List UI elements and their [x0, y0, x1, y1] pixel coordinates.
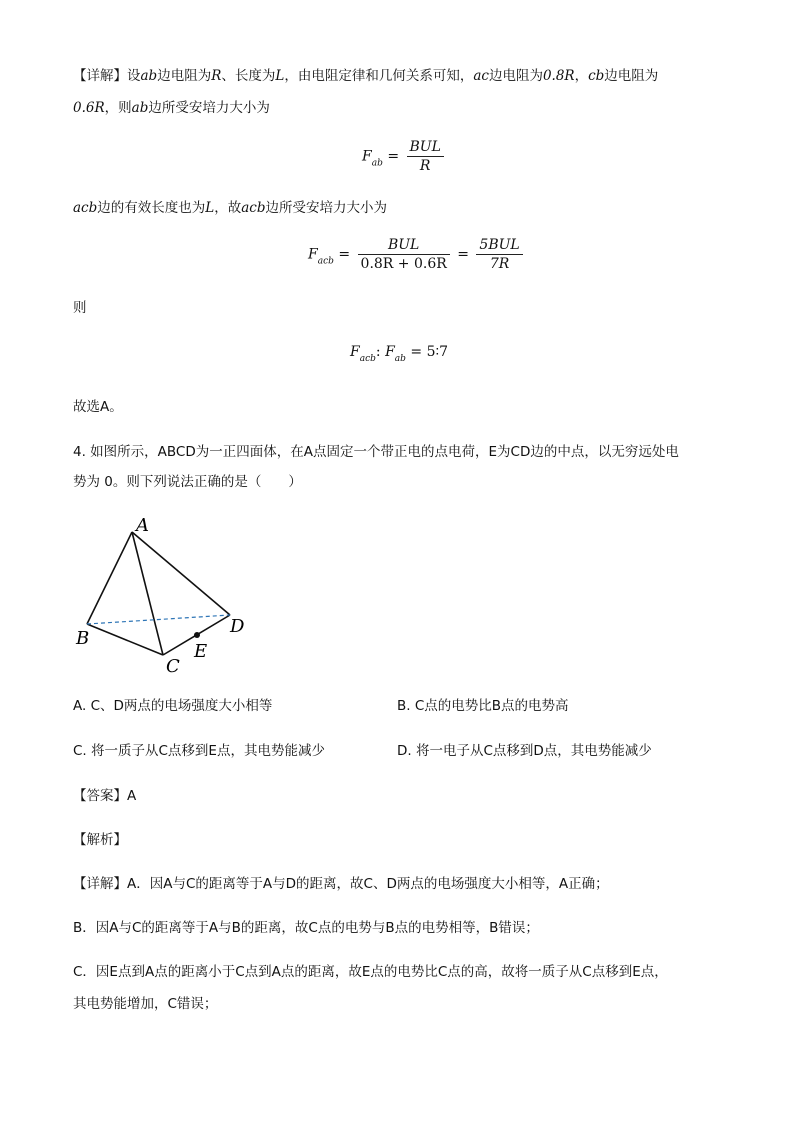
edge-AD: [132, 532, 230, 615]
detail2-c2: 其电势能增加，C错误；: [73, 996, 218, 1012]
option-b[interactable]: B. C点的电势比B点的电势高: [397, 698, 569, 714]
question-line-2: 势为 0。则下列说法正确的是（ ）: [73, 474, 302, 490]
answer-text: 【答案】A: [73, 788, 137, 804]
label-B: B: [76, 628, 90, 649]
edge-BD-hidden: [87, 615, 230, 624]
option-a[interactable]: A. C、D两点的电场强度大小相等: [73, 698, 273, 714]
edge-BC: [87, 624, 163, 655]
edge-AB: [87, 532, 132, 624]
edge-AC: [132, 532, 163, 655]
detail-tag: 【详解】: [73, 68, 127, 84]
label-E: E: [194, 641, 208, 662]
label-D: D: [230, 616, 245, 637]
then-text: 则: [73, 300, 87, 316]
formula-f-acb: $F_{acb}$ = $\frac{\text{BUL}}{0.8R + 0.6R}$ = $\frac{\text{5BUL}}{7R}$: [308, 236, 526, 273]
tetrahedron-diagram: [70, 510, 260, 680]
formula-f-ab: $F_{ab}$ = $\frac{\text{BUL}}{R}$: [362, 138, 447, 175]
detail-line-2: 0.6R，则ab边所受安培力大小为: [73, 100, 270, 116]
formula-ratio: $F_{acb}$: $F_{ab}$ = 5∶7: [350, 344, 449, 364]
option-c[interactable]: C. 将一质子从C点移到E点，其电势能减少: [73, 743, 325, 759]
fraction: $\frac{\text{BUL}}{R}$: [407, 138, 444, 175]
detail2-b: B．因A与C的距离等于A与B的距离，故C点的电势与B点的电势相等，B错误；: [73, 920, 539, 936]
label-C: C: [166, 656, 180, 677]
fraction-1: $\frac{\text{BUL}}{0.8R + 0.6R}$: [358, 236, 450, 273]
label-A: A: [136, 515, 149, 536]
detail2-c1: C．因E点到A点的距离小于C点到A点的距离，故E点的电势比C点的高，故将一质子从C点移到E点，: [73, 964, 668, 980]
analysis-tag: 【解析】: [73, 832, 127, 848]
point-E: [194, 632, 200, 638]
acb-line: acb边的有效长度也为L，故acb边所受安培力大小为: [73, 200, 387, 216]
choose-text: 故选A。: [73, 399, 123, 415]
fraction-2: $\frac{\text{5BUL}}{7R}$: [476, 236, 522, 273]
detail2-a: 【详解】A．因A与C的距离等于A与D的距离，故C、D两点的电场强度大小相等，A正确；: [73, 876, 609, 892]
detail-line-1: 【详解】设ab边电阻为R、长度为L，由电阻定律和几何关系可知，ac边电阻为0.8R，cb边电阻为: [73, 68, 659, 84]
option-d[interactable]: D. 将一电子从C点移到D点，其电势能减少: [397, 743, 652, 759]
question-line-1: 4. 如图所示，ABCD为一正四面体，在A点固定一个带正电的点电荷，E为CD边的中点，以无穷远处电: [73, 444, 679, 460]
